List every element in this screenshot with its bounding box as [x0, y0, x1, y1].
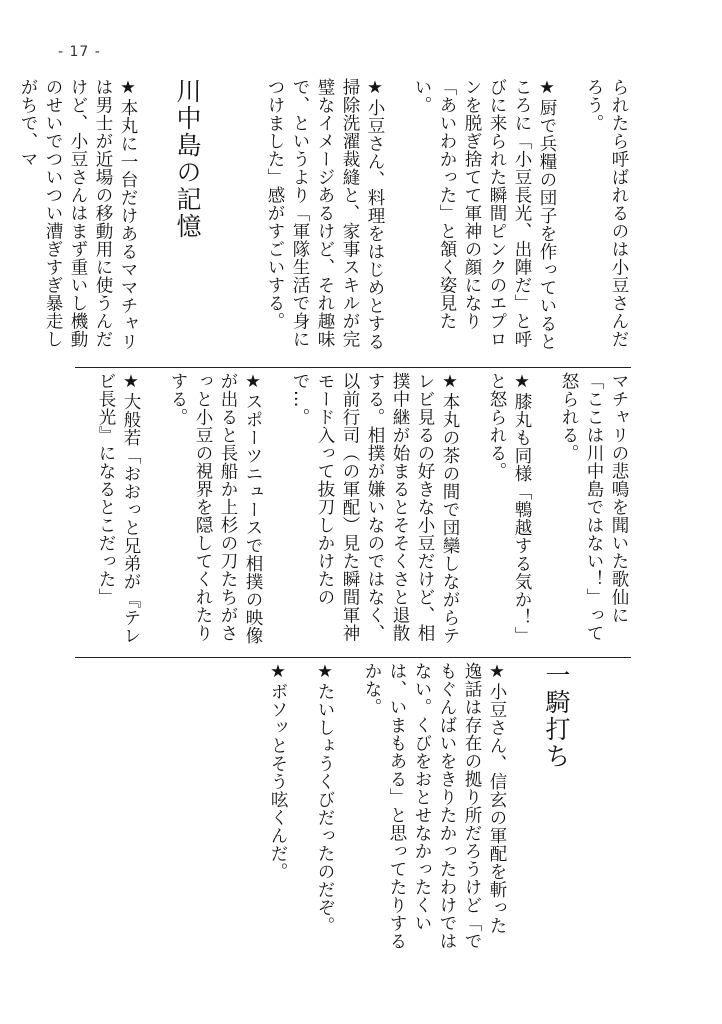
paragraph: ★小豆さん、信玄の軍配を斬った逸話は存在の拠り所だろうけど「でもぐんばいをきりたかったわけではない。くびをおとせなかったくいは、いまもある」と思ってたりするかな。: [362, 662, 507, 950]
paragraph: ★本丸に一台だけあるママチャリは男士が近場の移動用に使うんだけど、小豆さんはまず重いし機動のせいでついつい漕ぎすぎ暴走しがちで、マ: [18, 78, 138, 351]
horizontal-divider: [75, 657, 631, 658]
paragraph: ★小豆さん、料理をはじめとする掃除洗濯裁縫と、家事スキルが完璧なイメージあるけど、それ趣味で、というより「軍隊生活で身につけました」感がすごいする。: [265, 78, 385, 351]
section-heading-ikkiuchi: 一騎打ち: [542, 662, 571, 770]
section-heading-kawanakajima: 川中島の記憶: [173, 78, 202, 240]
paragraph: ★ボソッとそう呟くんだ。: [268, 662, 288, 881]
page-number: - 17 -: [58, 44, 101, 60]
vertical-text-column-1: [18, 78, 631, 364]
text-band-2: [75, 372, 631, 654]
vertical-text-column-2: [75, 372, 631, 654]
text-band-1: [18, 78, 631, 364]
paragraph: ★厨で兵糧の団子を作っているところに「小豆長光、出陣だ」と呼びに来られた瞬間ピンクのエプロンを脱ぎ捨てて軍神の顔になり「あいわかった」と頷く姿見たい。: [412, 78, 557, 351]
horizontal-divider: [75, 367, 631, 368]
vertical-text-column-3: [75, 662, 631, 952]
paragraph: られたら呼ばれるのは小豆さんだろう。: [584, 78, 629, 348]
paragraph: ★本丸の茶の間で団欒しながらテレビ見るの好きな小豆だけど、相撲中継が始まるとそそくさと退散する。相撲が嫌いなのではなく、以前行司（の軍配）見た瞬間軍神モード入って抜刀しかけたので…。: [290, 372, 460, 645]
paragraph: ★たいしょうくびだったのだぞ。: [315, 662, 335, 935]
text-band-3: [75, 662, 631, 952]
paragraph: ★大般若「おおっと兄弟が『テレビ長光』になるとこだった」: [96, 372, 141, 645]
paragraph: ★スポーツニュースで相撲の映像が出ると長船か上杉の刀たちがさっと小豆の視界を隠してくれたりする。: [168, 372, 263, 645]
paragraph: マチャリの悲鳴を聞いた歌仙に「ここは川中島ではない！」って怒られる。: [559, 372, 629, 642]
paragraph: ★膝丸も同様「鵯越する気か！」と怒られる。: [487, 372, 532, 645]
